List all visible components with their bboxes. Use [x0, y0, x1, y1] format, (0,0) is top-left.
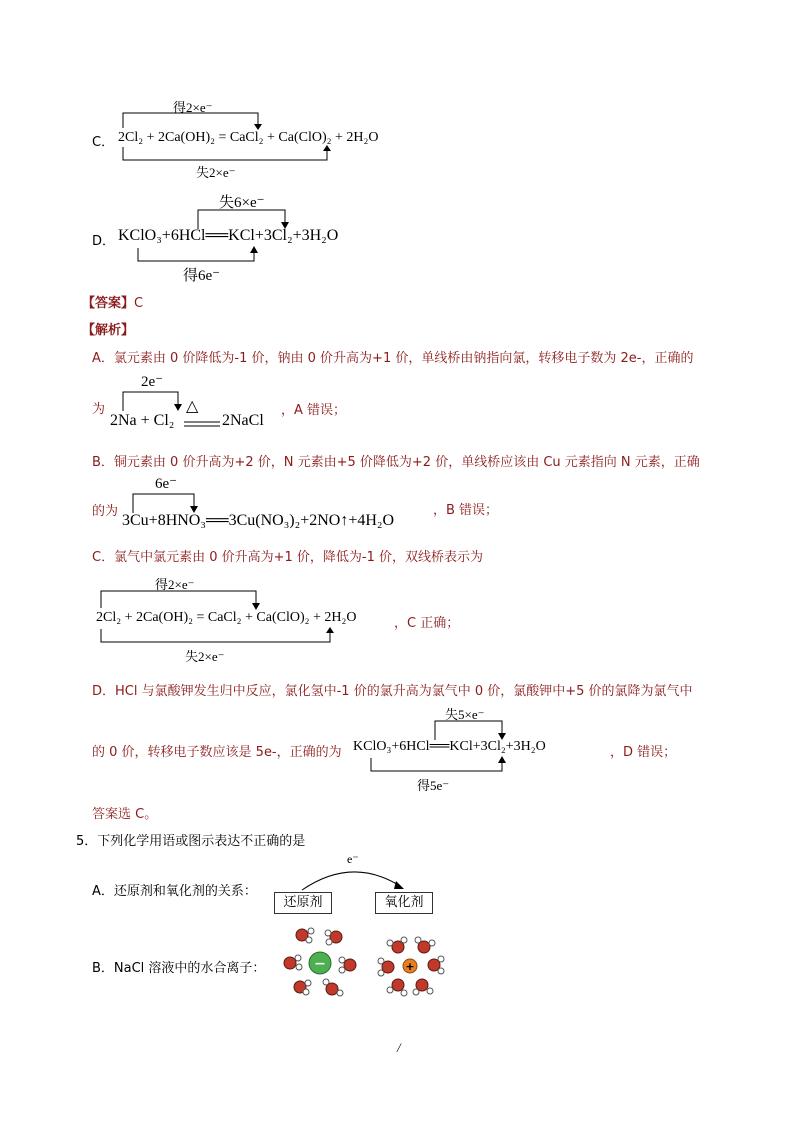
analysis-d-text: D．HCl 与氯酸钾发生归中反应，氯化氢中-1 价的氯升高为氯气中 0 价，氯酸钾中+5 价的氯降为氯气中 [92, 684, 693, 699]
analysis-b-suffix: ，B 错误； [433, 503, 499, 518]
analysis-heading: 【解析】 [82, 323, 135, 338]
electron-loss-label: 失5×e⁻ [445, 707, 485, 722]
analysis-d-suffix: ，D 错误； [610, 745, 677, 760]
page-number: / [397, 1040, 401, 1055]
heating-condition: △ [186, 396, 199, 415]
analysis-c-text: C．氯气中氯元素由 0 价升高为+1 价，降低为-1 价，双线桥表示为 [92, 550, 484, 565]
chemical-equation: 2Cl₂ + 2Ca(OH)₂ = CaCl₂ + Ca(ClO)₂ + 2H₂O [96, 610, 357, 625]
plus-sign: + [405, 960, 415, 973]
analysis-a-text: A．氯元素由 0 价降低为-1 价，钠由 0 价升高为+1 价，单线桥由钠指向氯，转移电子数为 2e-，正确的 [92, 351, 694, 366]
gain-bridge-line [98, 588, 278, 610]
reductant-box: 还原剂 [274, 892, 332, 914]
electron-loss-label: 失2×e⁻ [185, 649, 225, 664]
analysis-d-prefix: 的 0 价，转移电子数应该是 5e-，正确的为 [92, 745, 342, 760]
electron-symbol: e⁻ [347, 852, 359, 866]
single-bridge-line [130, 491, 210, 513]
answer-value: C [134, 296, 144, 311]
option-letter: D． [92, 234, 116, 249]
analysis-b-text: B．铜元素由 0 价升高为+2 价，N 元素由+5 价降低为+2 价，单线桥应该由 Cu 元素指向 N 元素，正确 [92, 455, 700, 470]
q5-option-b-label: B．NaCl 溶液中的水合离子： [92, 961, 266, 976]
electron-gain-label: 得2×e⁻ [173, 100, 213, 115]
gain-bridge-line [368, 756, 513, 776]
loss-bridge-line [98, 627, 338, 647]
analysis-c-suffix: ，C 正确； [394, 616, 460, 631]
electron-gain-label: 得6e⁻ [183, 268, 221, 284]
eq-products: 2NaCl [222, 412, 264, 429]
hydrated-chloride-ion [282, 925, 358, 999]
analysis-a-suffix: ，A 错误； [281, 403, 347, 418]
single-bridge-line [120, 389, 190, 411]
answer-line [82, 292, 143, 311]
answer-heading: 【答案】 [82, 296, 135, 311]
gain-bridge-line [135, 246, 265, 266]
minus-sign: − [314, 956, 326, 972]
eq-reactants: 2Na + Cl₂ [110, 412, 175, 429]
chemical-equation: KClO₃+6HCl══KCl+3Cl₂+3H₂O [118, 227, 339, 244]
hydrated-sodium-ion [376, 935, 446, 997]
analysis-a-prefix: 为 [92, 402, 106, 417]
analysis-b-prefix: 的为 [92, 504, 119, 519]
loss-bridge-line [195, 207, 295, 229]
electron-gain-label: 得5e⁻ [417, 778, 450, 793]
chemical-equation: 3Cu+8HNO₃══3Cu(NO₃)₂+2NO↑+4H₂O [122, 512, 395, 529]
electron-transfer-arrow [300, 862, 410, 892]
q5-option-a-label: A．还原剂和氧化剂的关系： [92, 884, 257, 899]
electron-loss-label: 失6×e⁻ [219, 195, 265, 211]
question-5-stem: 5．下列化学用语或图示表达不正确的是 [76, 834, 306, 849]
oxidant-box: 氧化剂 [375, 892, 433, 914]
loss-bridge-line [432, 718, 512, 740]
analysis-conclusion: 答案选 C。 [92, 807, 158, 822]
option-letter: C． [92, 135, 115, 150]
electron-loss-label: 失2×e⁻ [196, 165, 236, 180]
equals-sign [184, 421, 220, 429]
electron-gain-label: 得2×e⁻ [155, 577, 195, 592]
chemical-equation: KClO₃+6HCl══KCl+3Cl₂+3H₂O [353, 739, 546, 754]
electron-transfer-label: 2e⁻ [141, 374, 164, 390]
chemical-equation: 2Cl₂ + 2Ca(OH)₂ = CaCl₂ + Ca(ClO)₂ + 2H₂O [118, 130, 379, 145]
gain-bridge-line [120, 110, 270, 130]
electron-transfer-label: 6e⁻ [155, 476, 178, 492]
